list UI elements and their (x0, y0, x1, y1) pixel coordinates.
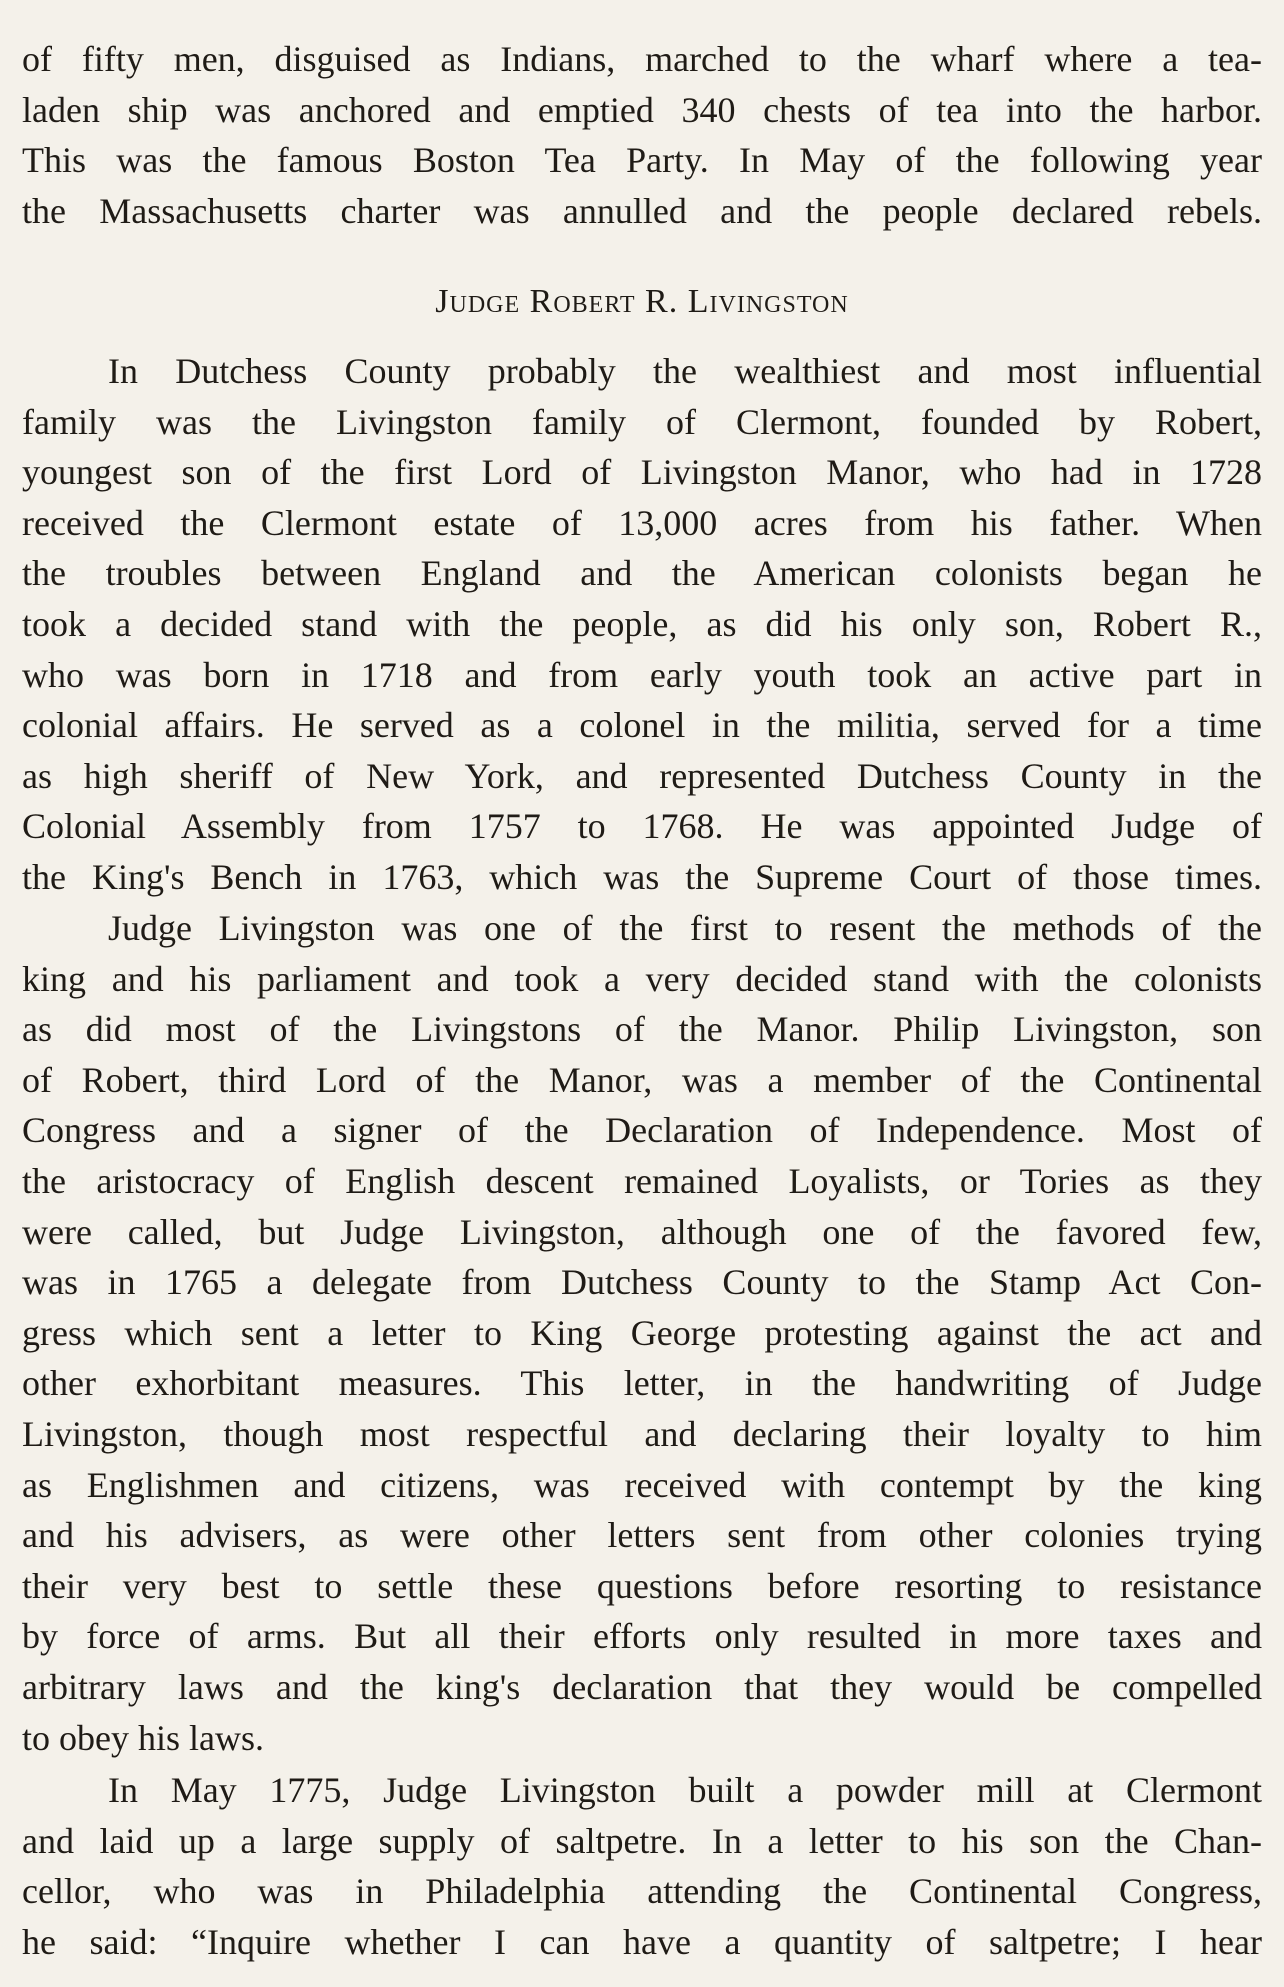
text-line: Livingston, though most respectful and declaring their loyalty to him (22, 1413, 1262, 1454)
text-line: as did most of the Livingstons of the Manor. Philip Livingston, son (22, 1009, 1262, 1050)
text-line: laden ship was anchored and emptied 340 chests of tea into the harbor. (22, 89, 1262, 130)
text-line: cellor, who was in Philadelphia attending the Continental Congress, (22, 1871, 1262, 1912)
text-line: arbitrary laws and the king's declaration that they would be compelled (22, 1666, 1262, 1707)
paragraph-1 (22, 346, 1262, 903)
top-paragraph (22, 34, 1262, 236)
text-line: to obey his laws. (22, 1717, 264, 1758)
text-line: Colonial Assembly from 1757 to 1768. He was appointed Judge of (22, 806, 1262, 847)
text-line: as Englishmen and citizens, was received with contempt by the king (22, 1464, 1262, 1505)
text-line: received the Clermont estate of 13,000 acres from his father. When (22, 502, 1262, 543)
text-line: family was the Livingston family of Clermont, founded by Robert, (22, 401, 1262, 442)
text-line: This was the famous Boston Tea Party. In May of the following year (22, 140, 1262, 181)
text-line: colonial affairs. He served as a colonel in the militia, served for a time (22, 705, 1262, 746)
section-heading: Judge Robert R. Livingston (435, 283, 849, 320)
text-line: of fifty men, disguised as Indians, marched to the wharf where a tea- (22, 39, 1262, 79)
text-line: In May 1775, Judge Livingston built a powder mill at Clermont (108, 1770, 1262, 1810)
text-line: as high sheriff of New York, and represented Dutchess County in the (22, 755, 1262, 796)
text-line: Congress and a signer of the Declaration of Independence. Most of (22, 1110, 1262, 1151)
text-line: gress which sent a letter to King George protesting against the act and (22, 1312, 1262, 1353)
text-line: other exhorbitant measures. This letter, in the handwriting of Judge (22, 1363, 1262, 1404)
text-line: Judge Livingston was one of the first to resent the methods of the (108, 908, 1262, 948)
paragraph-2 (22, 903, 1262, 1763)
text-line: In Dutchess County probably the wealthiest and most influential (108, 351, 1262, 391)
text-line: the Massachusetts charter was annulled and the people declared rebels. (22, 190, 1262, 231)
text-line: the King's Bench in 1763, which was the Supreme Court of those times. (22, 856, 1262, 897)
text-line: was in 1765 a delegate from Dutchess County to the Stamp Act Con- (22, 1262, 1262, 1303)
text-line: were called, but Judge Livingston, although one of the favored few, (22, 1211, 1262, 1252)
text-line: and laid up a large supply of saltpetre. In a letter to his son the Chan- (22, 1820, 1262, 1861)
text-line: who was born in 1718 and from early youth took an active part in (22, 654, 1262, 695)
text-line: by force of arms. But all their efforts only resulted in more taxes and (22, 1616, 1262, 1657)
text-line: the troubles between England and the American colonists began he (22, 553, 1262, 594)
text-line: the aristocracy of English descent remained Loyalists, or Tories as they (22, 1160, 1262, 1201)
text-line: took a decided stand with the people, as did his only son, Robert R., (22, 603, 1262, 644)
text-line: he said: “Inquire whether I can have a quantity of saltpetre; I hear (22, 1921, 1262, 1962)
text-line: of Robert, third Lord of the Manor, was a member of the Continental (22, 1059, 1262, 1100)
text-line: youngest son of the first Lord of Livingston Manor, who had in 1728 (22, 452, 1262, 493)
text-line: their very best to settle these questions before resorting to resistance (22, 1565, 1262, 1606)
text-line: and his advisers, as were other letters sent from other colonies trying (22, 1515, 1262, 1556)
text-line: king and his parliament and took a very decided stand with the colonists (22, 958, 1262, 999)
paragraph-3 (22, 1765, 1262, 1967)
